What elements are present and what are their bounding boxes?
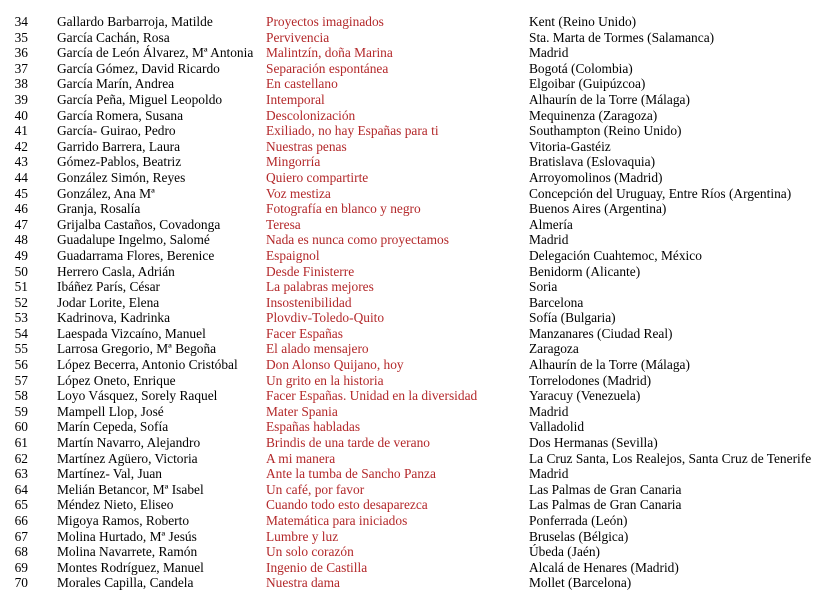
work-title: Mater Spania bbox=[266, 403, 338, 419]
table-row bbox=[0, 326, 813, 342]
entry-number: 50 bbox=[14, 263, 28, 279]
author-location: Bogotá (Colombia) bbox=[529, 60, 633, 76]
author-name: Molina Navarrete, Ramón bbox=[57, 544, 198, 560]
entry-number: 42 bbox=[14, 138, 28, 154]
work-title: Un café, por favor bbox=[266, 481, 365, 497]
work-title: El alado mensajero bbox=[266, 341, 369, 357]
work-title: Fotografía en blanco y negro bbox=[266, 201, 421, 217]
author-location: Valladolid bbox=[529, 419, 585, 435]
work-title: Espaignol bbox=[266, 247, 320, 263]
author-name: Kadrinova, Kadrinka bbox=[57, 310, 171, 326]
work-title: Nada es nunca como proyectamos bbox=[266, 232, 449, 248]
author-location: Ponferrada (León) bbox=[529, 513, 628, 528]
table-row bbox=[0, 76, 813, 92]
entry-number: 53 bbox=[14, 310, 28, 326]
author-location: Mollet (Barcelona) bbox=[529, 575, 632, 591]
work-title: Intemporal bbox=[266, 91, 325, 107]
author-name: Martín Navarro, Alejandro bbox=[57, 435, 201, 451]
table-row bbox=[0, 529, 813, 545]
author-name: Morales Capilla, Candela bbox=[57, 575, 194, 591]
author-location: Las Palmas de Gran Canaria bbox=[529, 481, 682, 497]
entry-number: 34 bbox=[14, 14, 28, 29]
entry-number: 60 bbox=[14, 419, 28, 435]
author-location: Dos Hermanas (Sevilla) bbox=[529, 435, 658, 451]
table-row bbox=[0, 45, 813, 61]
author-name: García Romera, Susana bbox=[57, 107, 184, 123]
author-name: Mampell Llop, José bbox=[57, 403, 164, 419]
author-location: Alhaurín de la Torre (Málaga) bbox=[529, 91, 690, 107]
entry-number: 36 bbox=[14, 45, 28, 61]
author-location: Mequinenza (Zaragoza) bbox=[529, 107, 658, 123]
author-location: Almería bbox=[529, 216, 573, 232]
author-location: Kent (Reino Unido) bbox=[529, 14, 637, 29]
work-title: Un grito en la historia bbox=[266, 372, 384, 388]
author-name: Loyo Vásquez, Sorely Raquel bbox=[57, 388, 218, 404]
author-name: Méndez Nieto, Eliseo bbox=[57, 497, 174, 513]
table-row bbox=[0, 170, 813, 186]
author-name: García Marín, Andrea bbox=[57, 76, 175, 92]
author-name: González Simón, Reyes bbox=[57, 169, 186, 185]
author-name: García Gómez, David Ricardo bbox=[57, 60, 220, 76]
entry-number: 43 bbox=[14, 154, 28, 170]
author-location: Delegación Cuahtemoc, México bbox=[529, 247, 702, 263]
author-location: Manzanares (Ciudad Real) bbox=[529, 325, 673, 341]
table-row bbox=[0, 217, 813, 233]
author-name: Martínez Agüero, Victoria bbox=[57, 450, 198, 466]
work-title: Quiero compartirte bbox=[266, 169, 369, 185]
author-name: García de León Álvarez, Mª Antonia bbox=[57, 45, 254, 61]
author-location: Sta. Marta de Tormes (Salamanca) bbox=[529, 29, 715, 45]
author-location: Southampton (Reino Unido) bbox=[529, 123, 682, 139]
table-row bbox=[0, 404, 813, 420]
author-name: Ibáñez París, César bbox=[57, 279, 160, 295]
author-location: Madrid bbox=[529, 232, 569, 248]
author-location: Madrid bbox=[529, 45, 569, 61]
entry-number: 63 bbox=[14, 466, 28, 482]
entry-number: 35 bbox=[14, 29, 28, 45]
work-title: Ante la tumba de Sancho Panza bbox=[266, 466, 436, 482]
work-title: Desde Finisterre bbox=[266, 263, 355, 279]
author-name: Gallardo Barbarroja, Matilde bbox=[57, 14, 213, 29]
author-location: Arroyomolinos (Madrid) bbox=[529, 169, 663, 185]
entry-number: 69 bbox=[14, 559, 28, 575]
work-title: Brindis de una tarde de verano bbox=[266, 435, 430, 451]
author-name: Garrido Barrera, Laura bbox=[57, 138, 181, 154]
entry-number: 38 bbox=[14, 76, 28, 92]
entry-number: 46 bbox=[14, 201, 28, 217]
author-name: Laespada Vizcaíno, Manuel bbox=[57, 325, 206, 341]
work-title: Exiliado, no hay Españas para ti bbox=[266, 123, 439, 139]
work-title: Proyectos imaginados bbox=[266, 14, 384, 29]
author-name: Melián Betancor, Mª Isabel bbox=[57, 481, 204, 497]
work-title: En castellano bbox=[266, 76, 338, 92]
work-title: Pervivencia bbox=[266, 29, 330, 45]
work-title: Teresa bbox=[266, 216, 301, 232]
entry-number: 48 bbox=[14, 232, 28, 248]
work-title: Matemática para iniciados bbox=[266, 513, 408, 528]
author-location: Zaragoza bbox=[529, 341, 579, 357]
author-name: Granja, Rosalía bbox=[57, 201, 141, 217]
author-location: Elgoibar (Guipúzcoa) bbox=[529, 76, 646, 92]
entry-number: 52 bbox=[14, 294, 28, 310]
work-title: Don Alonso Quijano, hoy bbox=[266, 357, 404, 373]
table-row bbox=[0, 154, 813, 170]
table-row bbox=[0, 201, 813, 217]
table-row bbox=[0, 186, 813, 202]
work-title: Malintzín, doña Marina bbox=[266, 45, 393, 61]
author-name: Migoya Ramos, Roberto bbox=[57, 513, 190, 528]
table-row bbox=[0, 513, 813, 529]
author-location: Úbeda (Jaén) bbox=[529, 544, 601, 560]
author-location: Madrid bbox=[529, 403, 569, 419]
table-row bbox=[0, 357, 813, 373]
table-row bbox=[0, 295, 813, 311]
author-name: Guadalupe Ingelmo, Salomé bbox=[57, 232, 210, 248]
entry-number: 57 bbox=[14, 372, 28, 388]
table-row bbox=[0, 466, 813, 482]
entry-number: 70 bbox=[14, 575, 28, 591]
entry-number: 62 bbox=[14, 450, 28, 466]
author-name: Martínez- Val, Juan bbox=[57, 466, 162, 482]
author-location: Concepción del Uruguay, Entre Ríos (Argentina) bbox=[529, 185, 792, 201]
table-row bbox=[0, 30, 813, 46]
table-row bbox=[0, 108, 813, 124]
entry-number: 56 bbox=[14, 357, 28, 373]
entry-number: 39 bbox=[14, 91, 28, 107]
work-title: Voz mestiza bbox=[266, 185, 331, 201]
author-location: Buenos Aires (Argentina) bbox=[529, 201, 667, 217]
author-location: Benidorm (Alicante) bbox=[529, 263, 641, 279]
entry-number: 64 bbox=[14, 481, 28, 497]
author-name: Herrero Casla, Adrián bbox=[57, 263, 175, 279]
table-row bbox=[0, 575, 813, 591]
entry-number: 40 bbox=[14, 107, 28, 123]
work-title: Un solo corazón bbox=[266, 544, 354, 560]
author-location: Vitoria-Gastéiz bbox=[529, 138, 611, 154]
author-location: Alhaurín de la Torre (Málaga) bbox=[529, 357, 690, 373]
work-title: Lumbre y luz bbox=[266, 528, 339, 544]
author-location: Torrelodones (Madrid) bbox=[529, 372, 652, 388]
author-location: Barcelona bbox=[529, 294, 584, 310]
table-row bbox=[0, 139, 813, 155]
table-row bbox=[0, 123, 813, 139]
author-name: Grijalba Castaños, Covadonga bbox=[57, 216, 221, 232]
author-location: Alcalá de Henares (Madrid) bbox=[529, 559, 679, 575]
author-location: Sofía (Bulgaria) bbox=[529, 310, 616, 326]
work-title: A mi manera bbox=[266, 450, 336, 466]
author-name: Jodar Lorite, Elena bbox=[57, 294, 160, 310]
entry-number: 58 bbox=[14, 388, 28, 404]
author-name: Molina Hurtado, Mª Jesús bbox=[57, 528, 197, 544]
work-title: Facer Españas bbox=[266, 325, 343, 341]
entry-number: 47 bbox=[14, 216, 28, 232]
table-row bbox=[0, 388, 813, 404]
author-location: Bratislava (Eslovaquia) bbox=[529, 154, 656, 170]
entry-number: 54 bbox=[14, 325, 28, 341]
work-title: Facer Españas. Unidad en la diversidad bbox=[266, 388, 478, 404]
author-location: Bruselas (Bélgica) bbox=[529, 528, 629, 544]
table-row bbox=[0, 248, 813, 264]
author-name: López Becerra, Antonio Cristóbal bbox=[57, 357, 238, 373]
entry-number: 44 bbox=[14, 169, 28, 185]
work-title: Cuando todo esto desaparezca bbox=[266, 497, 428, 513]
entry-number: 68 bbox=[14, 544, 28, 560]
entry-number: 45 bbox=[14, 185, 28, 201]
table-row bbox=[0, 341, 813, 357]
work-title: Ingenio de Castilla bbox=[266, 559, 368, 575]
table-row bbox=[0, 544, 813, 560]
author-name: López Oneto, Enrique bbox=[57, 372, 176, 388]
table-row bbox=[0, 482, 813, 498]
author-name: Marín Cepeda, Sofía bbox=[57, 419, 169, 435]
table-row bbox=[0, 373, 813, 389]
author-name: García- Guirao, Pedro bbox=[57, 123, 176, 139]
author-location: Yaracuy (Venezuela) bbox=[529, 388, 641, 404]
author-name: González, Ana Mª bbox=[57, 185, 155, 201]
table-row bbox=[0, 435, 813, 451]
author-name: Montes Rodríguez, Manuel bbox=[57, 559, 204, 575]
table-row bbox=[0, 232, 813, 248]
work-title: Insostenibilidad bbox=[266, 294, 352, 310]
work-title: Españas habladas bbox=[266, 419, 361, 435]
author-name: Guadarrama Flores, Berenice bbox=[57, 247, 215, 263]
table-row bbox=[0, 419, 813, 435]
entry-number: 41 bbox=[14, 123, 28, 139]
table-row bbox=[0, 279, 813, 295]
table-row bbox=[0, 61, 813, 77]
author-location: La Cruz Santa, Los Realejos, Santa Cruz de Tenerife bbox=[529, 450, 812, 466]
entry-number: 67 bbox=[14, 528, 28, 544]
author-location: Soria bbox=[529, 279, 558, 295]
author-name: García Peña, Miguel Leopoldo bbox=[57, 91, 223, 107]
author-name: Larrosa Gregorio, Mª Begoña bbox=[57, 341, 217, 357]
table-row bbox=[0, 14, 813, 30]
entry-number: 59 bbox=[14, 403, 28, 419]
table-row bbox=[0, 497, 813, 513]
author-name: García Cachán, Rosa bbox=[57, 29, 170, 45]
work-title: Nuestra dama bbox=[266, 575, 340, 591]
table-row bbox=[0, 451, 813, 467]
author-name: Gómez-Pablos, Beatriz bbox=[57, 154, 182, 170]
entry-number: 49 bbox=[14, 247, 28, 263]
entry-number: 55 bbox=[14, 341, 28, 357]
entry-number: 66 bbox=[14, 513, 28, 528]
work-title: Descolonización bbox=[266, 107, 356, 123]
entry-number: 61 bbox=[14, 435, 28, 451]
work-title: Nuestras penas bbox=[266, 138, 347, 154]
author-location: Madrid bbox=[529, 466, 569, 482]
entry-number: 65 bbox=[14, 497, 28, 513]
work-title: Mingorría bbox=[266, 154, 321, 170]
table-row bbox=[0, 560, 813, 576]
work-title: La palabras mejores bbox=[266, 279, 374, 295]
table-row bbox=[0, 264, 813, 280]
work-title: Separación espontánea bbox=[266, 60, 389, 76]
entry-number: 51 bbox=[14, 279, 28, 295]
author-location: Las Palmas de Gran Canaria bbox=[529, 497, 682, 513]
table-row bbox=[0, 92, 813, 108]
work-title: Plovdiv-Toledo-Quito bbox=[266, 310, 385, 326]
entry-number: 37 bbox=[14, 60, 28, 76]
table-row bbox=[0, 310, 813, 326]
